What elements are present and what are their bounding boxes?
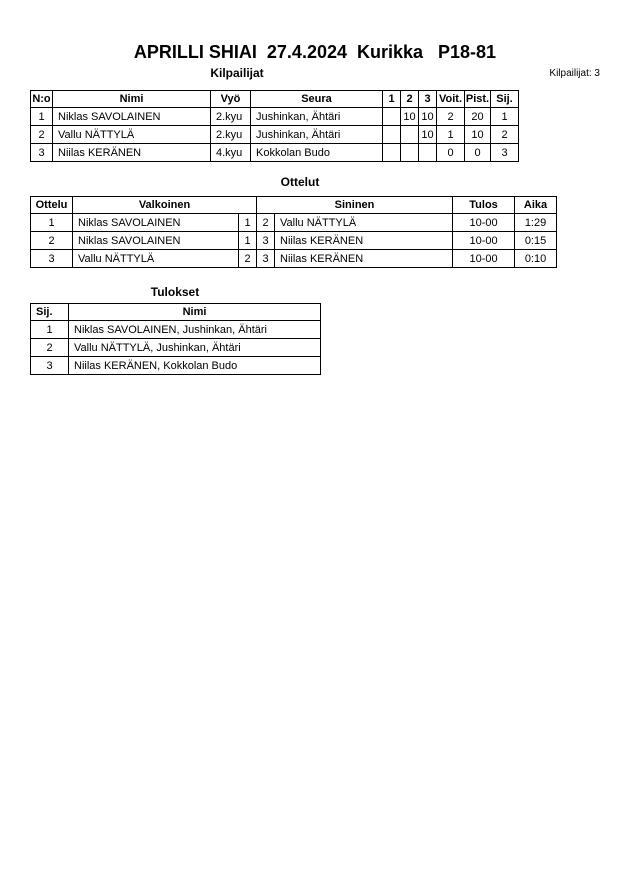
table-row bbox=[31, 339, 321, 357]
table-row bbox=[31, 144, 519, 162]
cell-match-no: 2 bbox=[31, 232, 73, 250]
header-match: Ottelu bbox=[31, 197, 73, 214]
cell-match-no: 3 bbox=[31, 250, 73, 268]
matches-header-row bbox=[31, 197, 557, 214]
cell-white-no: 2 bbox=[239, 250, 257, 268]
cell-white-no: 1 bbox=[239, 232, 257, 250]
cell-place: 3 bbox=[31, 357, 69, 375]
header-time: Aika bbox=[515, 197, 557, 214]
results-section-title: Tulokset bbox=[150, 285, 200, 299]
table-row bbox=[31, 108, 519, 126]
table-row bbox=[31, 357, 321, 375]
cell-no: 1 bbox=[31, 108, 53, 126]
cell-time: 0:10 bbox=[515, 250, 557, 268]
cell-match-no: 1 bbox=[31, 214, 73, 232]
cell-blue-no: 3 bbox=[257, 232, 275, 250]
cell-round-2 bbox=[401, 144, 419, 162]
results-header-row bbox=[31, 304, 321, 321]
header-place: Sij. bbox=[31, 304, 69, 321]
cell-time: 1:29 bbox=[515, 214, 557, 232]
table-row bbox=[31, 250, 557, 268]
cell-blue-name: Niilas KERÄNEN bbox=[275, 232, 453, 250]
cell-no: 3 bbox=[31, 144, 53, 162]
cell-name: Niilas KERÄNEN, Kokkolan Budo bbox=[69, 357, 321, 375]
header-round-2: 2 bbox=[401, 91, 419, 108]
cell-place: 1 bbox=[491, 108, 519, 126]
header-name: Nimi bbox=[69, 304, 321, 321]
cell-wins: 1 bbox=[437, 126, 465, 144]
table-row bbox=[31, 321, 321, 339]
cell-blue-no: 3 bbox=[257, 250, 275, 268]
cell-name: Niklas SAVOLAINEN, Jushinkan, Ähtäri bbox=[69, 321, 321, 339]
cell-blue-name: Niilas KERÄNEN bbox=[275, 250, 453, 268]
cell-points: 0 bbox=[465, 144, 491, 162]
header-points: Pist. bbox=[465, 91, 491, 108]
cell-white-name: Niklas SAVOLAINEN bbox=[73, 214, 239, 232]
cell-white-no: 1 bbox=[239, 214, 257, 232]
cell-name: Vallu NÄTTYLÄ bbox=[53, 126, 211, 144]
cell-club: Jushinkan, Ähtäri bbox=[251, 108, 383, 126]
header-belt: Vyö bbox=[211, 91, 251, 108]
page-title: APRILLI SHIAI 27.4.2024 Kurikka P18-81 bbox=[133, 42, 497, 62]
table-row bbox=[31, 126, 519, 144]
header-result: Tulos bbox=[453, 197, 515, 214]
cell-place: 1 bbox=[31, 321, 69, 339]
competitors-section-title: Kilpailijat bbox=[210, 66, 264, 80]
cell-place: 2 bbox=[31, 339, 69, 357]
cell-points: 10 bbox=[465, 126, 491, 144]
cell-name: Niklas SAVOLAINEN bbox=[53, 108, 211, 126]
cell-points: 20 bbox=[465, 108, 491, 126]
cell-round-3 bbox=[419, 144, 437, 162]
cell-belt: 2.kyu bbox=[211, 108, 251, 126]
cell-time: 0:15 bbox=[515, 232, 557, 250]
matches-section-title: Ottelut bbox=[280, 175, 320, 189]
header-round-1: 1 bbox=[383, 91, 401, 108]
header-wins: Voit. bbox=[437, 91, 465, 108]
header-no: N:o bbox=[31, 91, 53, 108]
cell-white-name: Niklas SAVOLAINEN bbox=[73, 232, 239, 250]
cell-result: 10-00 bbox=[453, 250, 515, 268]
table-row bbox=[31, 214, 557, 232]
cell-round-1 bbox=[383, 108, 401, 126]
header-name: Nimi bbox=[53, 91, 211, 108]
cell-blue-no: 2 bbox=[257, 214, 275, 232]
cell-place: 3 bbox=[491, 144, 519, 162]
cell-round-2: 10 bbox=[401, 108, 419, 126]
cell-white-name: Vallu NÄTTYLÄ bbox=[73, 250, 239, 268]
cell-club: Jushinkan, Ähtäri bbox=[251, 126, 383, 144]
cell-club: Kokkolan Budo bbox=[251, 144, 383, 162]
header-place: Sij. bbox=[491, 91, 519, 108]
cell-name: Niilas KERÄNEN bbox=[53, 144, 211, 162]
cell-round-3: 10 bbox=[419, 108, 437, 126]
cell-round-2 bbox=[401, 126, 419, 144]
cell-round-1 bbox=[383, 126, 401, 144]
header-round-3: 3 bbox=[419, 91, 437, 108]
cell-round-1 bbox=[383, 144, 401, 162]
table-row bbox=[31, 232, 557, 250]
cell-belt: 4.kyu bbox=[211, 144, 251, 162]
competitors-table bbox=[30, 90, 519, 162]
cell-wins: 2 bbox=[437, 108, 465, 126]
competitors-header-row bbox=[31, 91, 519, 108]
cell-no: 2 bbox=[31, 126, 53, 144]
cell-wins: 0 bbox=[437, 144, 465, 162]
matches-table bbox=[30, 196, 557, 268]
cell-belt: 2.kyu bbox=[211, 126, 251, 144]
cell-blue-name: Vallu NÄTTYLÄ bbox=[275, 214, 453, 232]
header-club: Seura bbox=[251, 91, 383, 108]
cell-place: 2 bbox=[491, 126, 519, 144]
cell-result: 10-00 bbox=[453, 232, 515, 250]
competitors-count-label: Kilpailijat: 3 bbox=[549, 68, 600, 79]
header-blue: Sininen bbox=[257, 197, 453, 214]
header-white: Valkoinen bbox=[73, 197, 257, 214]
cell-result: 10-00 bbox=[453, 214, 515, 232]
cell-name: Vallu NÄTTYLÄ, Jushinkan, Ähtäri bbox=[69, 339, 321, 357]
cell-round-3: 10 bbox=[419, 126, 437, 144]
results-table bbox=[30, 303, 321, 375]
